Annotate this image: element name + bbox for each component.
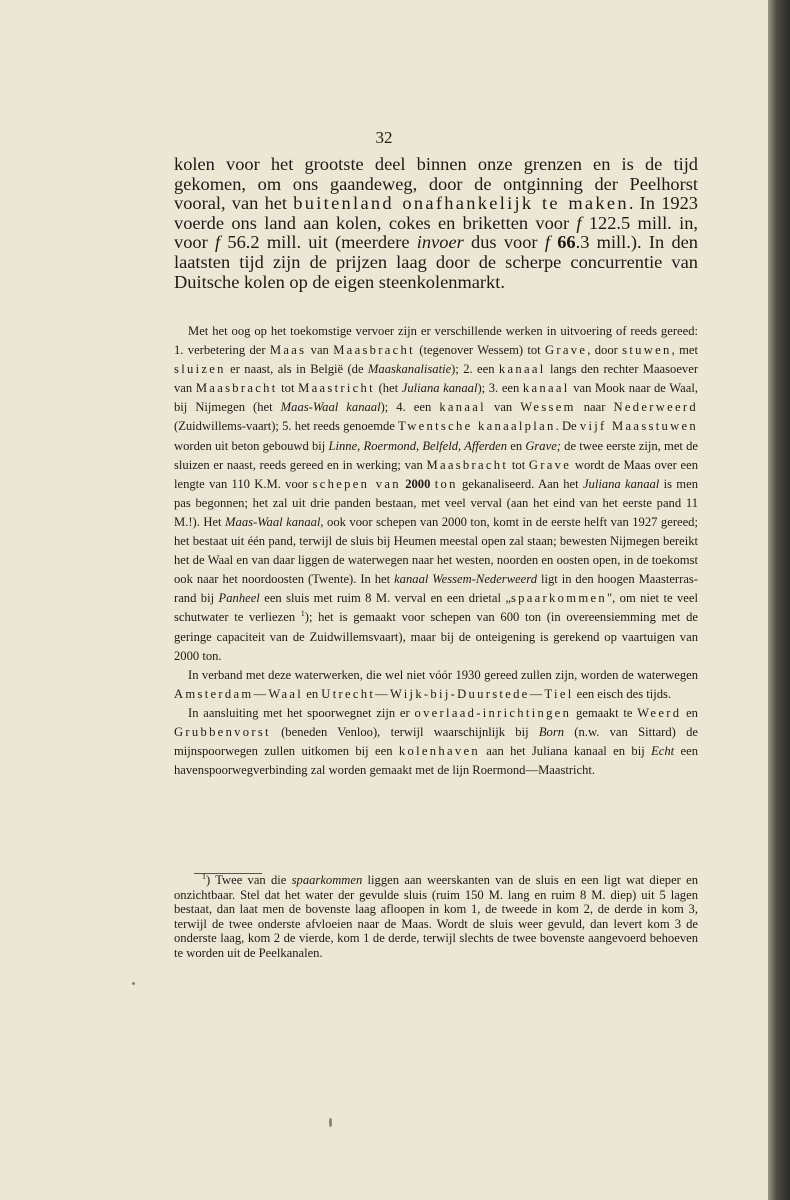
spaced-run: Grave xyxy=(545,343,588,358)
italic-run: Echt xyxy=(651,744,675,759)
text-run: 122.5 mill. in, voor xyxy=(174,212,699,253)
text-run: er naast, als in België (de xyxy=(225,362,368,377)
spaced-run: Maasbracht xyxy=(195,381,278,396)
spaced-run: Utrecht—Wijk-bij-Duurstede—Tiel xyxy=(321,686,574,701)
text-run: 56.2 mill. uit (meerdere xyxy=(220,232,417,253)
text-run: Met het oog op het toekomstige vervoer zijn er verschillende werken in uitvoering of reeds gereed: 1. verbetering der xyxy=(174,324,698,358)
spaced-run: kolenhaven xyxy=(398,744,480,759)
text-run: ); 4. een xyxy=(380,400,440,415)
text-run: en xyxy=(507,438,526,453)
text-run: (n.w. van Sittard) de mijnspoorwegen zullen uitkomen bij een xyxy=(174,724,698,759)
text-run: wordt de Maas over een lengte van 110 K.M. voor xyxy=(174,457,699,491)
text-run: In verband met deze waterwerken, die wel niet vóór 1930 gereed zullen zijn, worden de waterwegen xyxy=(188,667,698,682)
paper-speck xyxy=(132,982,135,985)
italic-run: f xyxy=(544,232,550,253)
text-run: ); 3. een xyxy=(477,381,523,396)
italic-run: f xyxy=(214,232,221,253)
footnote-ref: 1 xyxy=(202,871,206,881)
text-run: worden uit beton gebouwd bij xyxy=(174,438,329,453)
spaced-run: Amsterdam—Waal xyxy=(174,686,304,701)
footnote-ref: 1 xyxy=(300,609,305,619)
text-run: liggen aan weerskanten van de sluis en een ligt wat dieper en onzichtbaar. Stel dat het water der gevulde sluis (ruim 150 M. lang en ruim 8 M. diep) uit 5 lagen bestaat, dan laat men de bovenste laag afloopen in kom 1, de tweede in kom 2, de derde in kom 3, terwijl de twee onderste afvloeien naar de Maas. Wordt de sluis weer gevuld, dan levert kom 3 de onderste laag, kom 2 de vierde, kom 1 de derde, terwijl slechts de twee bovenste aangevoerd behoeven te worden uit de Peelkanalen. xyxy=(174,873,698,960)
text-run: (beneden Venloo), terwijl waarschijnlijk bij xyxy=(270,724,539,739)
spaced-run: kanaal xyxy=(498,362,546,377)
text-run: , met xyxy=(671,343,698,358)
italic-run: Maas-Waal kanaal xyxy=(225,514,321,529)
text-run: is men pas begonnen; het zal uit drie panden bestaan, met veel verval (aan het eind van het eerste pand 11 M.!). Het xyxy=(174,476,698,529)
spaced-run: ton xyxy=(434,476,458,491)
text-run: de twee eerste zijn, met de sluizen er naast, reeds gereed en in werking; van xyxy=(174,438,698,472)
text-run: . De xyxy=(555,419,580,434)
text-run: gemaakt te xyxy=(571,705,638,720)
text-run: ", om niet te veel schutwater te verliezen xyxy=(174,591,698,625)
spaced-run: Wessem xyxy=(520,400,576,415)
spaced-run: buitenland onafhankelijk te maken xyxy=(293,193,629,214)
body-small-text xyxy=(174,322,698,780)
text-run: ligt in den hoogen Maasterras-rand bij xyxy=(174,572,699,606)
italic-run: f xyxy=(576,212,582,233)
spaced-run: stuwen xyxy=(622,343,672,358)
spaced-run: overlaad-inrichtingen xyxy=(414,705,572,720)
italic-run: Juliana kanaal xyxy=(582,476,660,491)
italic-run: Linne, Roermond, Belfeld, Afferden xyxy=(328,438,508,453)
italic-run: Maas-Waal kanaal xyxy=(280,400,381,415)
spaced-run: Maas xyxy=(269,343,307,358)
spaced-run: spaarkommen xyxy=(510,591,607,606)
italic-run: Panheel xyxy=(218,591,260,606)
spaced-run: Grubbenvorst xyxy=(174,724,271,739)
text-run: en xyxy=(681,705,698,720)
footnote xyxy=(174,873,698,961)
italic-run: kanaal Wessem-Nederweerd xyxy=(394,572,538,587)
text-run: . In 1923 voerde ons land aan kolen, cokes en briketten voor xyxy=(174,193,698,233)
text-run: ); het is gemaakt voor schepen van 600 ton (in overeensiemming met de geringe capaciteit van de Zuidwillemsvaart), maar bij de onteigening is gerekend op vaartuigen van 2000 ton. xyxy=(174,610,698,663)
spaced-run: sluizen xyxy=(174,362,226,377)
italic-run: Born xyxy=(538,724,565,739)
text-run: dus voor xyxy=(463,232,545,253)
text-run: (het xyxy=(374,381,402,396)
spaced-run: Nederweerd xyxy=(613,400,698,415)
spaced-run: Weerd xyxy=(637,705,682,720)
text-run: gekanaliseerd. Aan het xyxy=(457,476,583,491)
text-run: van xyxy=(485,400,521,415)
text-run: ) Twee van die xyxy=(206,873,292,887)
text-run: In aansluiting met het spoorwegnet zijn er xyxy=(188,705,415,720)
text-run: langs den rechter Maasoever van xyxy=(174,362,699,396)
text-run: een havenspoorwegverbinding zal worden gemaakt met de lijn Roermond—Maastricht. xyxy=(174,744,698,778)
text-run: en xyxy=(303,686,322,701)
italic-run: Maaskanalisatie xyxy=(367,362,452,377)
spaced-run: Maasbracht xyxy=(333,343,415,358)
spaced-run: schepen van xyxy=(312,476,401,491)
italic-run: Grave; xyxy=(525,438,561,453)
spaced-run: Maasbracht xyxy=(426,457,509,472)
text-run: kolen voor het grootste deel binnen onze grenzen en is de tijd gekomen, om ons gaandeweg, door de ontginning der Peelhorst vooral, van het xyxy=(174,154,698,214)
text-run: (Zuidwillems-vaart); 5. het reeds genoemde xyxy=(174,419,399,434)
text-run: van xyxy=(306,343,334,358)
text-run: , ook voor schepen van 2000 ton, komt in de eerste helft van 1927 gereed; het bestaat uit één pand, terwijl de sluis bij Heumen meestal open zal staan; bewesten Nijmegen bereikt het de Waal en van daar liggen de waterwegen naar het westen, noorden en oosten open, in de toekomst ook naar het noordoosten (Twente). In het xyxy=(174,514,698,587)
text-run: een eisch des tijds. xyxy=(573,686,672,701)
text-run: , door xyxy=(587,343,623,358)
bold-run: 66 xyxy=(557,232,576,253)
italic-run: spaarkommen xyxy=(291,873,363,887)
spaced-run: Grave xyxy=(528,457,572,472)
text-run: tot xyxy=(508,457,529,472)
spaced-run: vijf Maasstuwen xyxy=(579,419,699,434)
spaced-run: Maastricht xyxy=(298,381,375,396)
spaced-run: Twentsche kanaalplan xyxy=(398,419,556,434)
spaced-run: kanaal xyxy=(522,381,570,396)
text-run: een sluis met ruim 8 M. verval en een drietal „ xyxy=(259,591,511,606)
paragraph-waterworks xyxy=(174,322,698,666)
paragraph-railways xyxy=(174,704,698,780)
italic-run: Juliana kanaal xyxy=(401,381,478,396)
spaced-run: kanaal xyxy=(439,400,486,415)
text-run: aan het Juliana kanaal en bij xyxy=(479,744,652,759)
text-run: tot xyxy=(277,381,299,396)
text-run: (tegenover Wessem) tot xyxy=(414,343,545,358)
text-run: ); 2. een xyxy=(451,362,499,377)
text-run: van Mook naar de Waal, bij Nijmegen (het xyxy=(174,381,698,415)
book-spine-edge xyxy=(768,0,790,1200)
bold-run: 2000 xyxy=(405,476,431,491)
paper-speck xyxy=(329,1118,332,1127)
italic-run: invoer xyxy=(416,232,464,253)
paragraph-waterways xyxy=(174,666,698,704)
text-run: .3 mill.). In den laatsten tijd zijn de prijzen laag door de scherpe concurrentie van Duitsche kolen op de eigen steenkolenmarkt. xyxy=(174,232,698,292)
text-run: naar xyxy=(575,400,614,415)
main-paragraph xyxy=(174,155,698,292)
page-number: 32 xyxy=(375,128,393,147)
